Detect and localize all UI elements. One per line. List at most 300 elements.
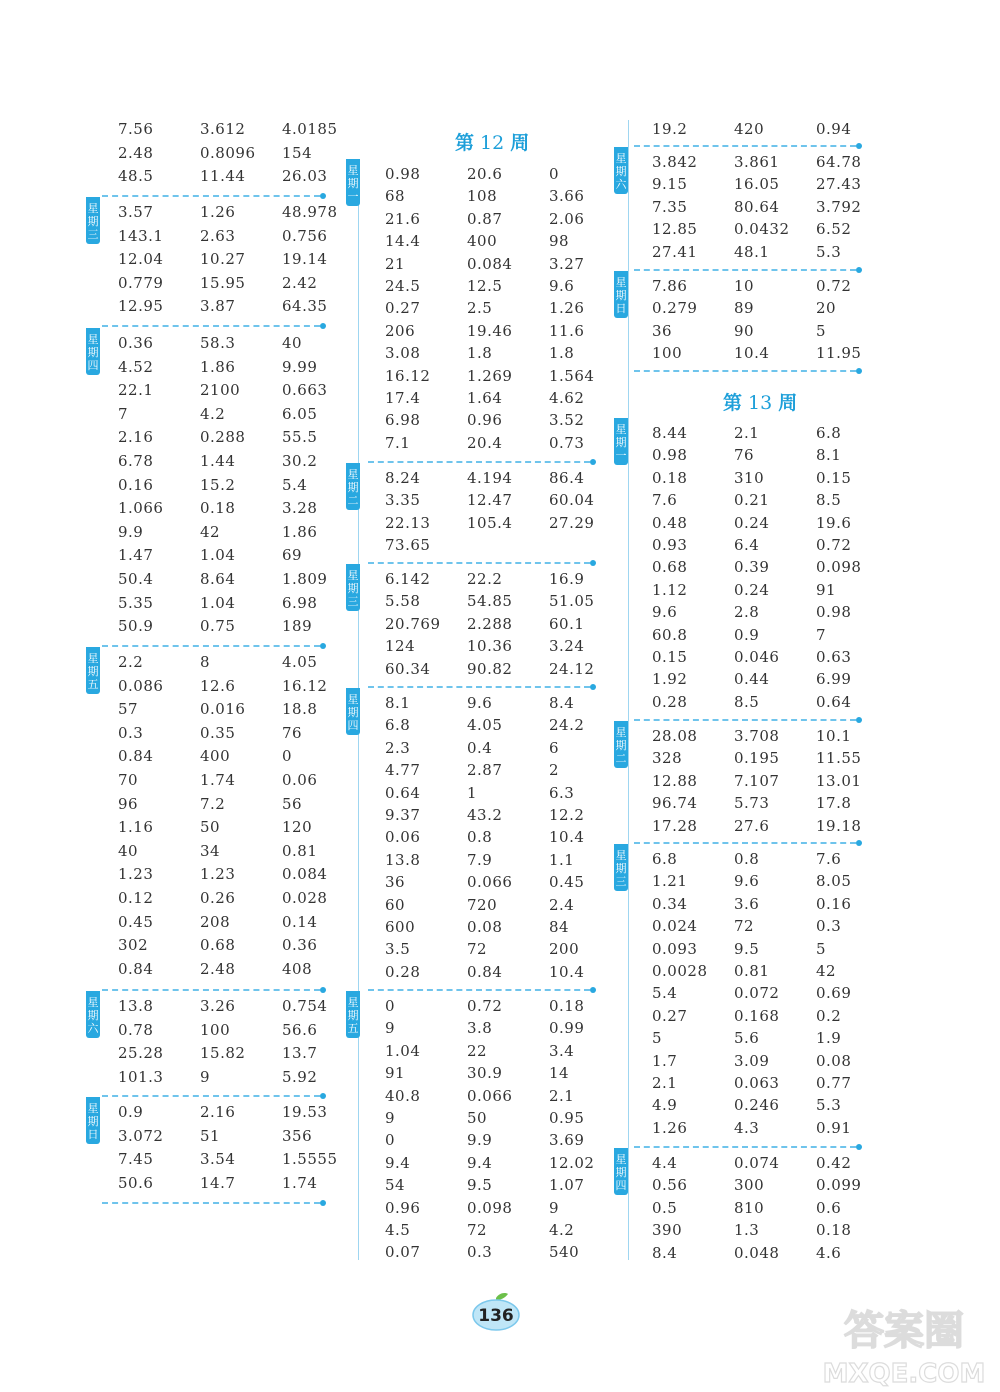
answer-value: 0.84 [467,962,503,981]
answer-value: 0.81 [282,841,318,860]
answer-value: 0.45 [549,873,585,892]
answer-value: 5 [816,939,827,958]
answer-value: 6.8 [385,716,411,735]
week-title [723,388,797,415]
answer-value: 3.612 [200,120,246,138]
answer-value: 1.23 [118,865,154,884]
answer-value: 0.9 [118,1103,144,1121]
answer-value: 356 [282,1126,313,1145]
answer-value: 40.8 [385,1086,421,1105]
answer-value: 40 [282,334,303,352]
answer-value: 7 [118,404,129,423]
answer-value: 0.779 [118,273,164,292]
answer-value: 0.084 [467,254,513,273]
answer-value: 4.05 [467,716,503,735]
answer-value: 30.9 [467,1064,503,1083]
answer-value: 3.66 [549,187,585,206]
answer-value: 50.6 [118,1173,154,1192]
day-tab: 星 期 二 [614,721,628,768]
answer-value: 1.04 [200,593,236,612]
answer-value: 3.87 [200,297,236,316]
answer-value: 0.099 [816,1176,862,1195]
answer-value: 2.4 [549,895,575,914]
answer-value: 22.2 [467,570,503,588]
answer-value: 27.43 [816,175,862,194]
answer-value: 0.2 [816,1006,842,1025]
answer-value: 56.6 [282,1020,318,1039]
answer-value: 0.72 [816,277,852,295]
answer-value: 19.6 [816,513,852,532]
answer-value: 0.07 [385,1243,421,1262]
answer-value: 10.4 [549,828,585,847]
answer-value: 5.58 [385,592,421,611]
answer-value: 0.21 [734,491,770,510]
week-title [455,128,529,155]
answer-value: 0.06 [385,828,421,847]
section-divider [634,719,856,721]
answer-value: 3.28 [282,499,318,518]
answer-value: 0.663 [282,381,328,400]
answer-value: 600 [385,918,416,936]
answer-value: 3.24 [549,637,585,656]
answer-value: 0.28 [652,692,688,711]
answer-value: 50.9 [118,617,154,636]
answer-value: 15.95 [200,273,246,292]
answer-value: 0.42 [816,1154,852,1172]
answer-value: 9.15 [652,175,688,194]
answer-value: 0.68 [652,558,688,577]
answer-value: 57 [118,700,139,719]
answer-value: 0.754 [282,997,328,1015]
answer-value: 91 [385,1064,406,1083]
answer-value: 1.92 [652,670,688,689]
answer-value: 13.8 [385,850,421,869]
week-title-suffix: 周 [778,392,798,414]
answer-value: 9.6 [549,277,575,295]
answer-value: 2.3 [385,738,411,757]
answer-value: 0.074 [734,1154,780,1172]
answer-value: 390 [652,1221,683,1240]
answer-value: 27.41 [652,242,698,261]
answer-value: 86.4 [549,469,585,487]
answer-value: 0.87 [467,209,503,228]
answer-value: 0.36 [282,936,318,955]
answer-value: 3.69 [549,1131,585,1150]
answer-value: 0.12 [118,889,154,907]
answer-value: 4.52 [118,357,154,376]
answer-value: 0.68 [200,936,236,955]
answer-value: 0.64 [816,692,852,711]
answer-value: 7.35 [652,197,688,216]
answer-value: 0.18 [652,468,688,487]
answer-value: 4.6 [816,1243,842,1262]
answer-value: 4.5 [385,1221,411,1239]
answer-value: 9.5 [467,1176,493,1195]
answer-value: 7.6 [816,850,842,868]
answer-value: 51 [200,1126,221,1145]
answer-value: 5.3 [816,1096,842,1115]
answer-value: 89 [734,299,755,318]
day-tab: 星 期 日 [86,1097,100,1144]
answer-value: 24.5 [385,277,421,295]
section-divider [102,195,320,197]
answer-value: 2.87 [467,761,503,780]
section-divider [634,370,856,372]
answer-value: 0.16 [816,894,852,913]
answer-value: 0.18 [200,499,236,518]
answer-value: 2100 [200,381,241,400]
answer-value: 0.098 [467,1198,513,1217]
answer-value: 200 [549,940,580,959]
answer-value: 7.1 [385,433,411,452]
answer-value: 9.5 [734,939,760,958]
answer-value: 9.6 [734,872,760,891]
answer-value: 0.066 [467,873,513,892]
answer-value: 1.04 [200,546,236,565]
answer-value: 0.93 [652,536,688,554]
answer-value: 12.5 [467,277,503,295]
answer-value: 60.1 [549,614,585,633]
answer-value: 1.44 [200,452,236,470]
answer-value: 10.4 [734,344,770,363]
answer-value: 0.84 [118,747,154,766]
answer-value: 3.54 [200,1150,236,1169]
answer-value: 70 [118,771,139,789]
answer-value: 2 [549,761,560,780]
answer-value: 90.82 [467,659,513,678]
answer-value: 0.26 [200,889,236,907]
answer-value: 4.77 [385,761,421,780]
answer-value: 540 [549,1243,580,1262]
answer-value: 96 [118,794,139,813]
answer-value: 9 [549,1198,560,1217]
answer-value: 0.95 [549,1109,585,1127]
answer-value: 9.9 [467,1131,493,1150]
answer-value: 1.809 [282,570,328,588]
answer-value: 8.1 [385,694,411,712]
answer-value: 0.63 [816,648,852,666]
answer-value: 0.084 [282,865,328,884]
answer-value: 2.1 [549,1086,575,1105]
answer-value: 9.4 [385,1153,411,1172]
answer-value: 0.288 [200,428,246,447]
answer-value: 7.107 [734,771,780,790]
section-divider [368,461,590,463]
answer-value: 0.18 [816,1221,852,1240]
answer-value: 11.95 [816,344,862,363]
day-tab: 星 期 五 [86,647,100,694]
answer-value: 58.3 [200,334,236,352]
answer-value: 27.6 [734,816,770,835]
answer-value: 56 [282,794,303,813]
answer-value: 400 [467,232,498,251]
answer-value: 9 [385,1019,396,1038]
answer-value: 24.12 [549,659,595,678]
answer-value: 13.8 [118,997,154,1015]
watermark-url: MXQE.COM [822,1359,986,1389]
answer-value: 0.34 [652,894,688,913]
answer-value: 1.26 [549,299,585,318]
answer-value: 100 [200,1020,231,1039]
answer-value: 0.093 [652,939,698,958]
section-divider [634,269,856,271]
answer-value: 17.4 [385,389,421,407]
answer-value: 1.86 [200,357,236,376]
answer-value: 72 [467,940,488,959]
answer-value: 7.6 [652,491,678,510]
answer-value: 13.7 [282,1044,318,1063]
answer-value: 72 [734,917,755,936]
answer-value: 0.98 [816,603,852,622]
answer-value: 22 [467,1041,488,1060]
answer-value: 19.18 [816,816,862,835]
answer-value: 3.842 [652,153,698,171]
answer-value: 0.56 [652,1176,688,1195]
answer-value: 2.16 [118,428,154,447]
answer-value: 5.73 [734,794,770,813]
answer-value: 108 [467,187,498,206]
answer-value: 22.1 [118,381,154,400]
answer-value: 3.08 [385,344,421,363]
answer-value: 9.4 [467,1153,493,1172]
answer-value: 8.05 [816,872,852,891]
answer-value: 55.5 [282,428,318,447]
answer-value: 64.78 [816,153,862,171]
section-divider [634,1146,856,1148]
section-divider [102,1095,320,1097]
answer-value: 40 [118,841,139,860]
answer-value: 0.96 [385,1198,421,1217]
answer-value: 8.4 [549,694,575,712]
answer-value: 420 [734,120,765,138]
answer-value: 15.2 [200,475,236,494]
answer-value: 1.12 [652,580,688,599]
answer-value: 3.4 [549,1041,575,1060]
answer-value: 50.4 [118,570,154,588]
answer-value: 12.6 [200,676,236,695]
page-number-text: 136 [478,1306,514,1326]
answer-value: 48.5 [118,167,154,186]
answer-value: 60.04 [549,491,595,510]
section-divider [634,145,856,147]
day-tab: 星 期 四 [614,1148,628,1195]
answer-value: 16.9 [549,570,585,588]
answer-value: 2.48 [118,143,154,162]
answer-value: 1.26 [200,203,236,221]
answer-value: 14.4 [385,232,421,251]
answer-value: 0.028 [282,889,328,907]
answer-value: 9.6 [652,603,678,622]
answer-value: 400 [200,747,231,766]
answer-value: 73.65 [385,536,431,555]
answer-value: 0.69 [816,984,852,1003]
answer-value: 84 [549,918,570,936]
answer-value: 328 [652,749,683,768]
answer-value: 50 [200,818,221,837]
day-tab: 星 期 一 [614,418,628,465]
answer-value: 0.066 [467,1086,513,1105]
answer-value: 6.8 [652,850,678,868]
answer-value: 0.72 [816,536,852,554]
answer-value: 42 [200,522,221,541]
answer-value: 0.098 [816,558,862,577]
answer-value: 5.4 [282,475,308,494]
answer-value: 189 [282,617,313,636]
answer-value: 9.9 [118,522,144,541]
week-title-prefix: 第 [723,392,743,414]
answer-value: 19.2 [652,120,688,138]
section-divider [368,686,590,688]
answer-value: 0 [385,997,396,1015]
answer-value: 11.55 [816,749,862,768]
answer-value: 1.7 [652,1051,678,1070]
answer-value: 10.4 [549,962,585,981]
answer-value: 143.1 [118,226,164,245]
answer-value: 1.64 [467,389,503,407]
answer-value: 1.04 [385,1041,421,1060]
answer-value: 810 [734,1198,765,1217]
day-tab: 星 期 一 [346,159,360,206]
day-tab: 星 期 六 [614,147,628,194]
answer-value: 300 [734,1176,765,1195]
section-divider [634,842,856,844]
answer-value: 0.72 [467,997,503,1015]
answer-value: 20.769 [385,614,441,633]
answer-value: 0.024 [652,917,698,936]
answer-value: 10.27 [200,250,246,269]
day-tab: 星 期 三 [86,197,100,244]
answer-value: 10.36 [467,637,513,656]
answer-value: 7.2 [200,794,226,813]
answer-value: 60.34 [385,659,431,678]
answer-value: 8 [200,653,211,671]
answer-value: 6 [549,738,560,757]
answer-value: 6.8 [816,424,842,442]
answer-value: 17.8 [816,794,852,813]
answer-value: 6.99 [816,670,852,689]
answer-value: 5.4 [652,984,678,1003]
answer-value: 36 [385,873,406,892]
answer-value: 6.4 [734,536,760,554]
answer-value: 0.9 [734,625,760,644]
watermark-title: 答案圈 [844,1308,964,1354]
answer-value: 3.072 [118,1126,164,1145]
answer-value: 0.046 [734,648,780,666]
answer-value: 0.75 [200,617,236,636]
answer-value: 60.8 [652,625,688,644]
day-tab: 星 期 四 [86,328,100,375]
answer-value: 1.21 [652,872,688,891]
answer-value: 1.564 [549,366,595,385]
answer-value: 1.8 [467,344,493,363]
answer-value: 0.279 [652,299,698,318]
answer-value: 5.3 [816,242,842,261]
answer-value: 21 [385,254,406,273]
answer-value: 0.195 [734,749,780,768]
answer-value: 0.06 [282,771,318,789]
answer-value: 48.1 [734,242,770,261]
answer-value: 0.6 [816,1198,842,1217]
answer-value: 27.29 [549,513,595,532]
answer-value: 50 [467,1109,488,1127]
answer-value: 3.6 [734,894,760,913]
answer-value: 0.27 [652,1006,688,1025]
page-number-apple-badge [468,1292,524,1332]
answer-value: 3.792 [816,197,862,216]
answer-value: 11.44 [200,167,246,186]
answer-value: 12.04 [118,250,164,269]
answer-value: 2.8 [734,603,760,622]
answer-value: 2.288 [467,614,513,633]
answer-value: 17.28 [652,816,698,835]
answer-value: 0.96 [467,411,503,430]
answer-value: 1.8 [549,344,575,363]
answer-value: 0.64 [385,783,421,802]
answer-value: 15.82 [200,1044,246,1063]
answer-value: 76 [282,723,303,742]
answer-value: 12.88 [652,771,698,790]
week-title-number: 13 [742,392,779,414]
answer-value: 0.3 [467,1243,493,1262]
answer-value: 19.53 [282,1103,328,1121]
answer-value: 54 [385,1176,406,1195]
answer-value: 7.86 [652,277,688,295]
answer-value: 154 [282,143,313,162]
answer-value: 1.9 [816,1029,842,1048]
answer-value: 48.978 [282,203,338,221]
answer-value: 0.36 [118,334,154,352]
answer-value: 1.86 [282,522,318,541]
answer-value: 1.269 [467,366,513,385]
answer-value: 0.8 [467,828,493,847]
answer-value: 0.016 [200,700,246,719]
answer-value: 0.98 [652,446,688,465]
answer-value: 0.0028 [652,962,708,980]
answer-value: 2.2 [118,653,144,671]
answer-value: 8.24 [385,469,421,487]
answer-value: 3.861 [734,153,780,171]
answer-value: 42 [816,962,837,980]
answer-value: 1.26 [652,1118,688,1137]
answer-value: 3.35 [385,491,421,510]
answer-value: 0.81 [734,962,770,980]
answer-value: 0.24 [734,513,770,532]
answer-value: 16.12 [385,366,431,385]
answer-value: 2.06 [549,209,585,228]
answer-value: 30.2 [282,452,318,470]
answer-value: 3.09 [734,1051,770,1070]
answer-value: 720 [467,895,498,914]
section-divider [102,1202,320,1204]
answer-value: 10.1 [816,727,852,745]
section-divider [102,325,320,327]
answer-value: 1.066 [118,499,164,518]
answer-value: 0.16 [118,475,154,494]
answer-value: 28.08 [652,727,698,745]
answer-value: 11.6 [549,321,585,340]
answer-value: 1.07 [549,1176,585,1195]
answer-value: 8.1 [816,446,842,465]
week-title-prefix: 第 [455,132,475,154]
day-tab: 星 期 五 [346,991,360,1038]
answer-value: 100 [652,344,683,363]
section-divider [102,989,320,991]
answer-value: 206 [385,321,416,340]
answer-value: 0.15 [816,468,852,487]
answer-value: 2.1 [734,424,760,442]
answer-value: 0.3 [118,723,144,742]
answer-value: 36 [652,321,673,340]
